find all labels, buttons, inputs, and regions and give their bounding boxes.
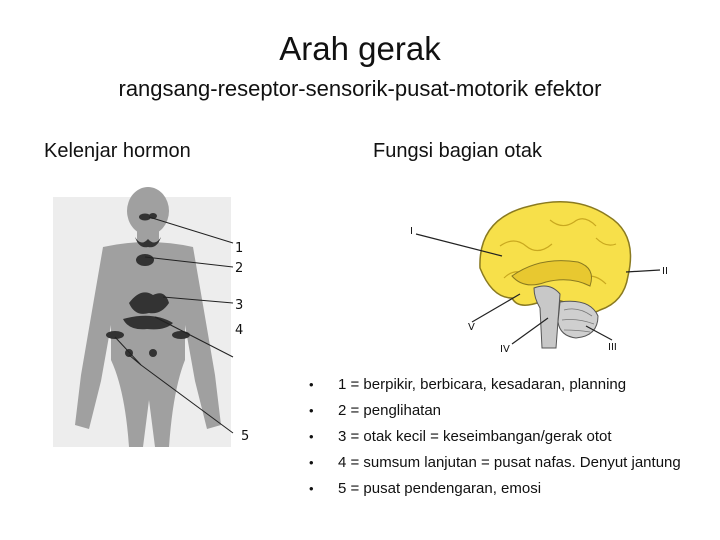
- brain-function-list: [307, 372, 717, 502]
- gland-label-5: 5: [241, 429, 250, 444]
- list-item-text: 4 = sumsum lanjutan = pusat nafas. Denyut jantung: [338, 454, 681, 471]
- brain-pointer-V: [472, 294, 520, 322]
- body-head: [127, 187, 169, 235]
- brain-label-IV: IV: [500, 344, 510, 355]
- list-item: [307, 372, 717, 398]
- ovary-right: [172, 331, 190, 339]
- list-item-text: 1 = berpikir, berbicara, kesadaran, planning: [338, 376, 627, 393]
- slide-title: Arah gerak: [279, 30, 441, 67]
- brain-stem: [534, 286, 560, 348]
- gland-label-3: 3: [235, 298, 244, 313]
- bullet: •: [309, 429, 314, 444]
- brain-pointer-II: [626, 270, 660, 272]
- list-item-text: 3 = otak kecil = keseimbangan/gerak otot: [338, 428, 612, 445]
- list-item-text: 2 = penglihatan: [338, 402, 442, 419]
- list-item: [307, 450, 717, 476]
- brain-diagram: [400, 198, 690, 358]
- list-item: [307, 476, 717, 502]
- hormone-glands-heading: Kelenjar hormon: [44, 140, 191, 162]
- list-item-text: 5 = pusat pendengaran, emosi: [338, 480, 542, 497]
- bullet: •: [309, 455, 314, 470]
- gland-label-4: 4: [235, 323, 244, 338]
- ovary-left: [106, 331, 124, 339]
- slide-subtitle: rangsang-reseptor-sensorik-pusat-motorik efektor: [118, 76, 602, 101]
- list-item: [307, 424, 717, 450]
- brain-label-I: I: [410, 226, 413, 237]
- brain-label-III: III: [608, 342, 617, 353]
- gonad-right: [149, 349, 157, 357]
- gland-label-1: 1: [235, 241, 244, 256]
- bullet: •: [309, 403, 314, 418]
- bullet: •: [309, 481, 314, 496]
- endocrine-body-diagram: [45, 185, 270, 450]
- gland-label-2: 2: [235, 261, 244, 276]
- brain-label-II: II: [662, 266, 668, 277]
- bullet: •: [309, 377, 314, 392]
- brain-label-V: V: [468, 322, 475, 333]
- thymus-gland: [136, 254, 154, 266]
- list-item: [307, 398, 717, 424]
- brain-functions-heading: Fungsi bagian otak: [373, 140, 543, 162]
